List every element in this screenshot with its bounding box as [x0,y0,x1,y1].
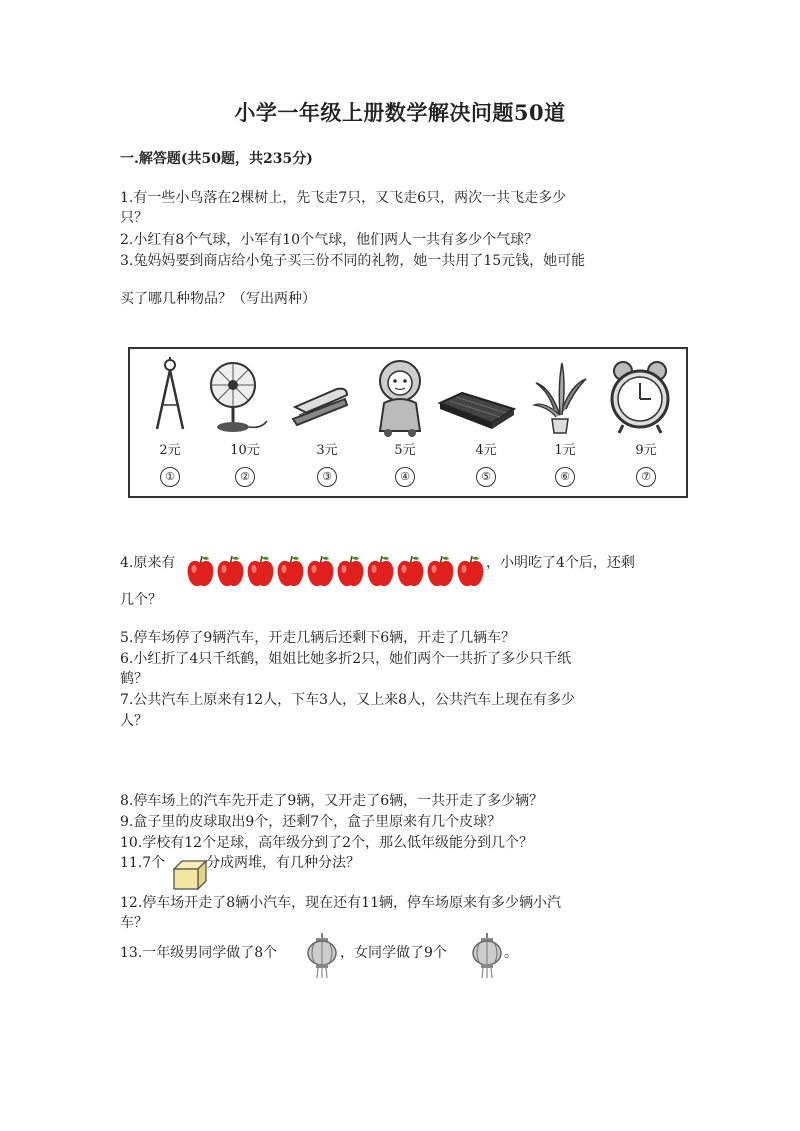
price-label: 1元 [554,443,576,458]
price-label: 2元 [159,443,181,458]
apple-icon [456,553,485,589]
question-13-middle: ，女同学做了9个 [340,945,447,961]
apple-icon [366,553,395,589]
lantern-icon [306,933,338,979]
question-1-line-2: 只？ [120,210,148,226]
question-2: 2.小红有8个气球，小军有10个气球，他们两人一共有多少个气球？ [120,232,539,248]
apple-icon [246,553,275,589]
question-9: 9.盒子里的皮球取出9个，还剩7个，盒子里原来有几个皮球？ [120,814,502,830]
price-label: 3元 [316,443,338,458]
question-7-line-2: 人？ [120,713,148,729]
apple-icon [336,553,365,589]
apple-icon [426,553,455,589]
page-title: 小学一年级上册数学解决问题50道 [234,100,566,125]
lantern-icon [471,933,503,979]
question-1-line-1: 1.有一些小鸟落在2棵树上，先飞走7只，又飞走6只，两次一共飞走多少 [120,190,567,206]
price-label: 10元 [230,443,260,458]
question-12-line-2: 车？ [120,915,148,931]
question-4-prefix: 4.原来有 [120,555,176,571]
item-number: ② [235,467,255,487]
question-7-line-1: 7.公共汽车上原来有12人，下车3人，又上来8人，公共汽车上现在有多少 [120,692,575,708]
item-number: ⑤ [476,467,496,487]
price-label: 9元 [635,443,657,458]
question-3-line-1: 3.兔妈妈要到商店给小兔子买三份不同的礼物，她一共用了15元钱，她可能 [120,253,586,269]
question-4-line-2: 几个？ [120,592,162,608]
section-title: 一.解答题(共50题，共235分) [120,151,313,167]
stapler-icon [282,357,362,437]
item-number: ④ [395,467,415,487]
question-13-suffix: 。 [504,945,518,961]
question-5: 5.停车场停了9辆汽车，开走几辆后还剩下6辆，开走了几辆车？ [120,630,516,646]
item-number: ① [160,467,180,487]
cube-icon [172,859,208,891]
question-10: 10.学校有12个足球，高年级分到了2个，那么低年级能分到几个？ [120,835,533,851]
price-figure [128,347,688,498]
question-3-line-2: 买了哪几种物品？（写出两种） [120,291,316,307]
item-number: ③ [317,467,337,487]
price-label: 4元 [475,443,497,458]
question-8: 8.停车场上的汽车先开走了9辆，又开走了6辆，一共开走了多少辆？ [120,793,544,809]
apple-icon [216,553,245,589]
compass-icon [130,357,210,437]
item-number: ⑥ [555,467,575,487]
doll-icon [360,357,440,437]
apple-icon [276,553,305,589]
apple-icon [186,553,215,589]
apple-icon [306,553,335,589]
question-11-prefix: 11.7个 [120,855,166,871]
fan-icon [200,357,280,437]
question-12-line-1: 12.停车场开走了8辆小汽车，现在还有11辆，停车场原来有多少辆小汽 [120,895,561,911]
alarm-clock-icon [600,357,680,437]
question-13-prefix: 13.一年级男同学做了8个 [120,945,278,961]
plant-icon [520,357,600,437]
price-label: 5元 [394,443,416,458]
question-4-suffix: ，小明吃了4个后，还剩 [486,555,635,571]
item-number: ⑦ [636,467,656,487]
pencil-case-icon [436,357,516,437]
question-11-suffix: 分成两堆，有几种分法？ [206,855,360,871]
question-6-line-1: 6.小红折了4只千纸鹤，姐姐比她多折2只，她们两个一共折了多少只千纸 [120,651,572,667]
apple-icon [396,553,425,589]
question-6-line-2: 鹤？ [120,671,148,687]
apple-row [186,553,485,591]
